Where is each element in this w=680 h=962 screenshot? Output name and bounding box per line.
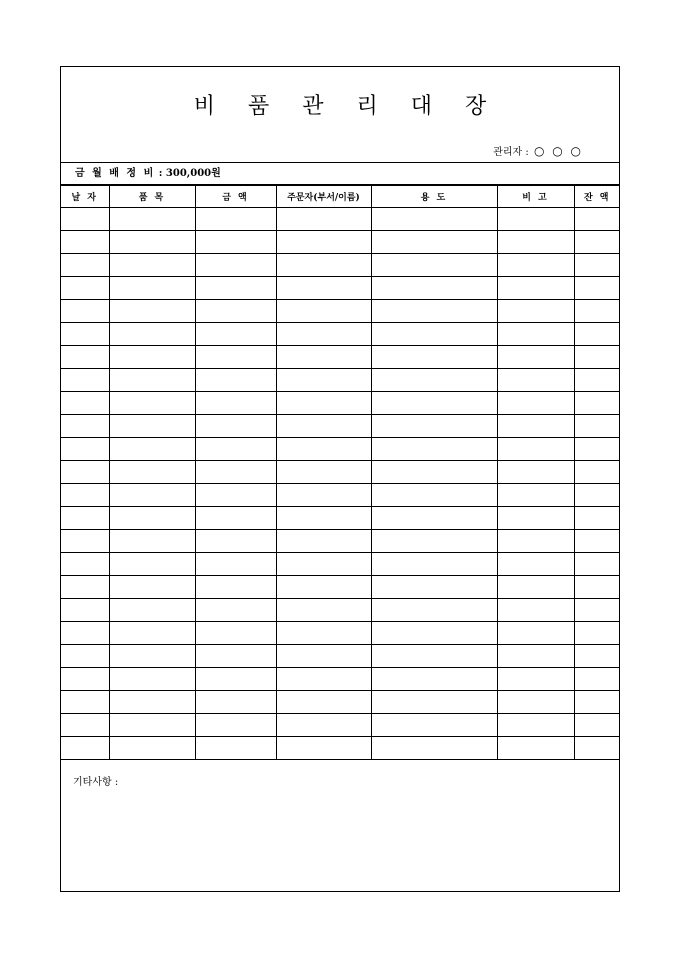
- table-cell[interactable]: [276, 415, 371, 438]
- table-row: [61, 737, 620, 760]
- table-cell[interactable]: [276, 553, 371, 576]
- table-cell[interactable]: [574, 553, 620, 576]
- table-row: [61, 645, 620, 668]
- table-cell[interactable]: [195, 599, 276, 622]
- table-cell[interactable]: [276, 599, 371, 622]
- table-cell[interactable]: [497, 369, 574, 392]
- table-cell[interactable]: [109, 553, 195, 576]
- ledger-sheet: [60, 66, 620, 892]
- table-cell[interactable]: [61, 484, 109, 507]
- table-row: [61, 599, 620, 622]
- table-row: [61, 208, 620, 231]
- manager-label: 관리자 :: [493, 147, 529, 158]
- table-cell[interactable]: [276, 645, 371, 668]
- table-row: [61, 392, 620, 415]
- table-cell[interactable]: [195, 691, 276, 714]
- table-cell[interactable]: [109, 714, 195, 737]
- table-cell[interactable]: [276, 300, 371, 323]
- table-cell[interactable]: [276, 438, 371, 461]
- table-cell[interactable]: [109, 323, 195, 346]
- table-cell[interactable]: [371, 208, 497, 231]
- table-cell[interactable]: [497, 300, 574, 323]
- table-row: [61, 300, 620, 323]
- monthly-budget-amount: 300,000원: [165, 168, 221, 179]
- table-row: [61, 323, 620, 346]
- table-cell[interactable]: [371, 277, 497, 300]
- table-cell[interactable]: [61, 208, 109, 231]
- table-cell[interactable]: [497, 737, 574, 760]
- table-cell[interactable]: [497, 576, 574, 599]
- table-cell[interactable]: [574, 415, 620, 438]
- page-title: 비 품 관 리 대 장: [193, 94, 500, 119]
- table-cell[interactable]: [371, 737, 497, 760]
- table-cell[interactable]: [497, 645, 574, 668]
- table-row: [61, 507, 620, 530]
- table-cell[interactable]: [371, 392, 497, 415]
- table-cell[interactable]: [109, 254, 195, 277]
- table-cell[interactable]: [497, 691, 574, 714]
- table-cell[interactable]: [195, 507, 276, 530]
- table-cell[interactable]: [574, 599, 620, 622]
- table-cell[interactable]: [574, 254, 620, 277]
- table-cell[interactable]: [61, 438, 109, 461]
- table-cell[interactable]: [574, 208, 620, 231]
- table-cell[interactable]: [61, 576, 109, 599]
- table-cell[interactable]: [497, 208, 574, 231]
- table-cell[interactable]: [497, 461, 574, 484]
- table-cell[interactable]: [276, 691, 371, 714]
- monthly-budget-line: [61, 163, 619, 185]
- table-cell[interactable]: [276, 714, 371, 737]
- table-cell[interactable]: [195, 346, 276, 369]
- column-header-item: 품 목: [109, 186, 195, 208]
- table-cell[interactable]: [109, 668, 195, 691]
- table-cell[interactable]: [574, 231, 620, 254]
- table-cell[interactable]: [276, 507, 371, 530]
- table-cell[interactable]: [61, 530, 109, 553]
- table-cell[interactable]: [497, 323, 574, 346]
- table-cell[interactable]: [61, 668, 109, 691]
- table-cell[interactable]: [195, 645, 276, 668]
- table-row: [61, 691, 620, 714]
- table-cell[interactable]: [195, 461, 276, 484]
- table-cell[interactable]: [371, 714, 497, 737]
- table-cell[interactable]: [574, 300, 620, 323]
- table-cell[interactable]: [371, 691, 497, 714]
- ledger-header-row: [61, 186, 620, 208]
- table-cell[interactable]: [109, 346, 195, 369]
- table-cell[interactable]: [61, 346, 109, 369]
- table-cell[interactable]: [497, 553, 574, 576]
- table-cell[interactable]: [195, 714, 276, 737]
- table-cell[interactable]: [195, 530, 276, 553]
- table-cell[interactable]: [195, 208, 276, 231]
- table-cell[interactable]: [195, 277, 276, 300]
- table-cell[interactable]: [497, 507, 574, 530]
- table-cell[interactable]: [574, 530, 620, 553]
- table-cell[interactable]: [109, 438, 195, 461]
- column-header-purpose: 용 도: [371, 186, 497, 208]
- table-cell[interactable]: [195, 438, 276, 461]
- table-cell[interactable]: [574, 507, 620, 530]
- table-cell[interactable]: [371, 231, 497, 254]
- table-cell[interactable]: [497, 231, 574, 254]
- table-cell[interactable]: [61, 714, 109, 737]
- table-cell[interactable]: [371, 484, 497, 507]
- table-cell[interactable]: [109, 461, 195, 484]
- table-cell[interactable]: [574, 576, 620, 599]
- table-cell[interactable]: [195, 737, 276, 760]
- table-cell[interactable]: [497, 599, 574, 622]
- column-header-amount: 금 액: [195, 186, 276, 208]
- table-cell[interactable]: [109, 530, 195, 553]
- table-cell[interactable]: [574, 369, 620, 392]
- table-cell[interactable]: [195, 553, 276, 576]
- table-cell[interactable]: [195, 300, 276, 323]
- table-cell[interactable]: [574, 737, 620, 760]
- table-cell[interactable]: [371, 323, 497, 346]
- monthly-budget-label: 금 월 배 정 비: [75, 168, 156, 179]
- table-cell[interactable]: [109, 369, 195, 392]
- table-cell[interactable]: [276, 668, 371, 691]
- table-cell[interactable]: [497, 438, 574, 461]
- table-cell[interactable]: [109, 231, 195, 254]
- table-row: [61, 254, 620, 277]
- table-cell[interactable]: [497, 714, 574, 737]
- table-cell[interactable]: [109, 415, 195, 438]
- table-cell[interactable]: [276, 208, 371, 231]
- table-cell[interactable]: [574, 668, 620, 691]
- table-row: [61, 622, 620, 645]
- table-cell[interactable]: [109, 576, 195, 599]
- monthly-budget-separator: :: [158, 168, 163, 179]
- table-cell[interactable]: [276, 530, 371, 553]
- table-cell[interactable]: [276, 323, 371, 346]
- column-header-remarks: 비 고: [497, 186, 574, 208]
- table-cell[interactable]: [371, 668, 497, 691]
- table-cell[interactable]: [497, 622, 574, 645]
- table-cell[interactable]: [574, 461, 620, 484]
- table-cell[interactable]: [195, 576, 276, 599]
- manager-line: [493, 143, 583, 158]
- table-cell[interactable]: [371, 530, 497, 553]
- table-cell[interactable]: [371, 369, 497, 392]
- table-cell[interactable]: [497, 668, 574, 691]
- table-row: [61, 369, 620, 392]
- column-header-orderer: 주문자(부서/이름): [276, 186, 371, 208]
- notes-section: [61, 767, 619, 892]
- table-cell[interactable]: [497, 484, 574, 507]
- table-row: [61, 484, 620, 507]
- table-row: [61, 277, 620, 300]
- table-cell[interactable]: [371, 599, 497, 622]
- table-cell[interactable]: [61, 737, 109, 760]
- table-cell[interactable]: [195, 231, 276, 254]
- table-cell[interactable]: [195, 392, 276, 415]
- table-cell[interactable]: [497, 346, 574, 369]
- table-cell[interactable]: [61, 231, 109, 254]
- table-cell[interactable]: [61, 691, 109, 714]
- table-cell[interactable]: [61, 323, 109, 346]
- column-header-balance: 잔 액: [574, 186, 620, 208]
- table-cell[interactable]: [276, 461, 371, 484]
- table-cell[interactable]: [109, 737, 195, 760]
- table-cell[interactable]: [497, 254, 574, 277]
- table-cell[interactable]: [497, 392, 574, 415]
- table-row: [61, 415, 620, 438]
- table-row: [61, 553, 620, 576]
- table-row: [61, 231, 620, 254]
- column-header-date: 날 자: [61, 186, 109, 208]
- table-cell[interactable]: [276, 346, 371, 369]
- table-cell[interactable]: [195, 415, 276, 438]
- table-cell[interactable]: [195, 668, 276, 691]
- table-cell[interactable]: [276, 622, 371, 645]
- table-row: [61, 438, 620, 461]
- table-cell[interactable]: [61, 645, 109, 668]
- notes-label: 기타사항 :: [73, 777, 119, 788]
- table-cell[interactable]: [276, 231, 371, 254]
- ledger-body: [61, 208, 620, 760]
- table-cell[interactable]: [574, 484, 620, 507]
- table-cell[interactable]: [109, 300, 195, 323]
- table-cell[interactable]: [574, 323, 620, 346]
- table-cell[interactable]: [61, 392, 109, 415]
- table-cell[interactable]: [61, 254, 109, 277]
- table-cell[interactable]: [371, 576, 497, 599]
- table-cell[interactable]: [276, 484, 371, 507]
- table-cell[interactable]: [276, 254, 371, 277]
- table-cell[interactable]: [61, 553, 109, 576]
- table-cell[interactable]: [574, 691, 620, 714]
- manager-value: ○ ○ ○: [533, 144, 583, 158]
- table-cell[interactable]: [574, 622, 620, 645]
- table-cell[interactable]: [371, 645, 497, 668]
- table-cell[interactable]: [276, 369, 371, 392]
- table-cell[interactable]: [109, 507, 195, 530]
- table-cell[interactable]: [109, 622, 195, 645]
- table-cell[interactable]: [371, 553, 497, 576]
- table-cell[interactable]: [371, 461, 497, 484]
- table-cell[interactable]: [61, 277, 109, 300]
- table-cell[interactable]: [371, 438, 497, 461]
- table-cell[interactable]: [195, 323, 276, 346]
- table-cell[interactable]: [276, 737, 371, 760]
- table-cell[interactable]: [497, 415, 574, 438]
- table-cell[interactable]: [195, 254, 276, 277]
- table-cell[interactable]: [276, 576, 371, 599]
- table-cell[interactable]: [574, 277, 620, 300]
- title-area: [61, 67, 619, 163]
- table-cell[interactable]: [61, 300, 109, 323]
- table-cell[interactable]: [371, 300, 497, 323]
- table-cell[interactable]: [61, 461, 109, 484]
- table-row: [61, 461, 620, 484]
- table-cell[interactable]: [109, 277, 195, 300]
- table-cell[interactable]: [109, 599, 195, 622]
- table-cell[interactable]: [497, 530, 574, 553]
- table-cell[interactable]: [61, 507, 109, 530]
- table-cell[interactable]: [109, 208, 195, 231]
- table-cell[interactable]: [574, 645, 620, 668]
- table-cell[interactable]: [195, 622, 276, 645]
- table-cell[interactable]: [276, 277, 371, 300]
- table-cell[interactable]: [574, 438, 620, 461]
- table-row: [61, 576, 620, 599]
- table-cell[interactable]: [109, 645, 195, 668]
- table-cell[interactable]: [109, 484, 195, 507]
- table-cell[interactable]: [371, 622, 497, 645]
- table-cell[interactable]: [574, 392, 620, 415]
- table-cell[interactable]: [61, 599, 109, 622]
- table-row: [61, 530, 620, 553]
- table-cell[interactable]: [574, 714, 620, 737]
- table-cell[interactable]: [61, 622, 109, 645]
- table-cell[interactable]: [109, 392, 195, 415]
- table-cell[interactable]: [109, 691, 195, 714]
- table-cell[interactable]: [195, 484, 276, 507]
- table-cell[interactable]: [276, 392, 371, 415]
- table-cell[interactable]: [371, 415, 497, 438]
- table-cell[interactable]: [371, 346, 497, 369]
- table-cell[interactable]: [574, 346, 620, 369]
- table-row: [61, 346, 620, 369]
- table-cell[interactable]: [371, 507, 497, 530]
- table-cell[interactable]: [61, 415, 109, 438]
- table-cell[interactable]: [371, 254, 497, 277]
- table-row: [61, 714, 620, 737]
- table-cell[interactable]: [195, 369, 276, 392]
- table-cell[interactable]: [61, 369, 109, 392]
- table-row: [61, 668, 620, 691]
- table-cell[interactable]: [497, 277, 574, 300]
- ledger-table: [61, 185, 620, 760]
